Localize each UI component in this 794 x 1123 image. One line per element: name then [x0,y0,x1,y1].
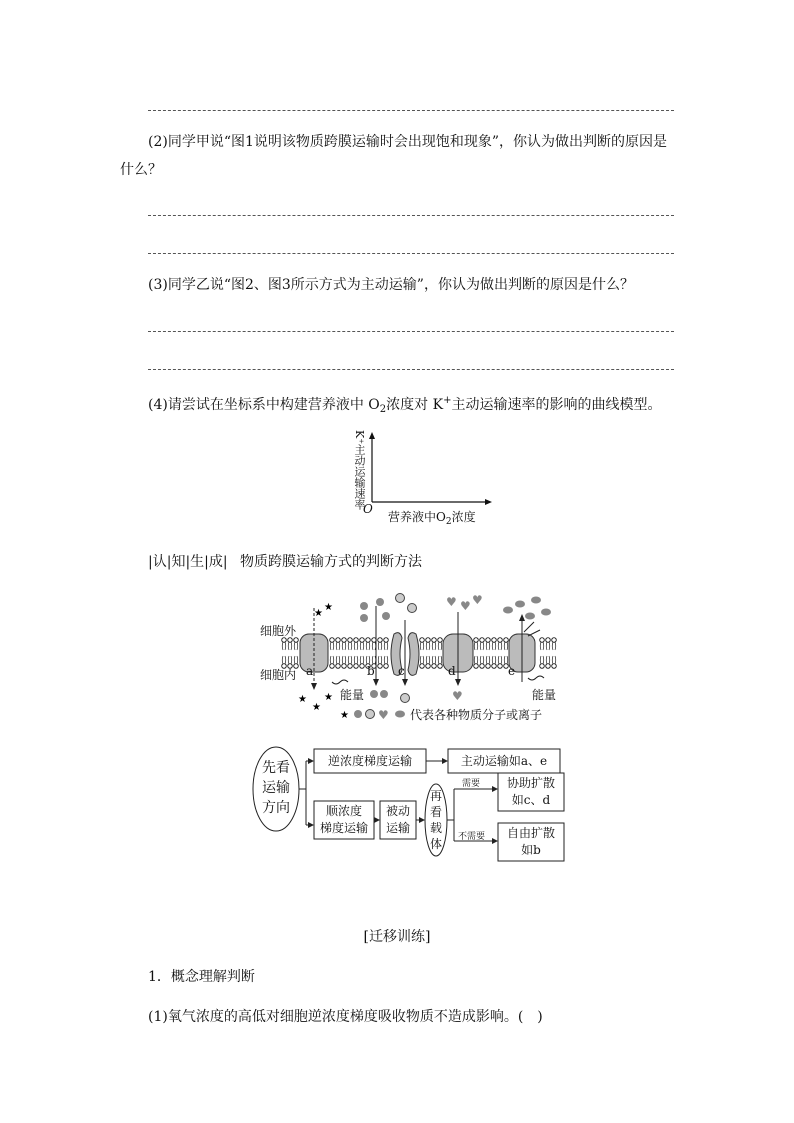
label-c: c [398,664,405,678]
lipid-head-top [342,638,347,650]
flow-start-2: 运输 [262,780,290,796]
flow-carrier-2: 看 [429,805,442,819]
training-title: [迁移训练] [363,929,431,945]
lipid-head-bottom [432,656,437,668]
flow-facilitated-1: 协助扩散 [506,776,555,790]
y-axis-arrow [369,432,375,439]
lipid-head-bottom [546,656,551,668]
lipid-head-top [492,638,497,650]
flow-along-1: 顺浓度 [325,804,362,818]
lipid-head-top [474,638,479,650]
lipid-head-top [366,638,371,650]
flow-no-need: 不需要 [458,832,486,842]
lipid-head-top [348,638,353,650]
lipid-head-top [540,638,545,650]
answer-line-2 [148,215,674,216]
flow-facilitated [498,775,564,809]
lipid-head-bottom [420,656,425,668]
lipid-head-top [294,638,299,650]
lipid-head-bottom [438,656,443,668]
lipid-head-top [552,638,557,650]
lipid-head-top [330,638,335,650]
svg-text:♥: ♥ [460,599,471,613]
lipid-head-top [480,638,485,650]
section-title: 物质跨膜运输方式的判断方法 [240,554,423,570]
lipid-head-bottom [360,656,365,668]
question-4-prefix: (4)请尝试在坐标系中构建营养液中 O [148,397,380,413]
svg-text:♥: ♥ [472,593,483,607]
lipid-head-top [438,638,443,650]
svg-text:★: ★ [312,702,321,713]
question-4-o2-subscript: 2 [379,404,387,415]
flow-along [314,803,374,837]
question-4 [120,387,676,424]
flow-carrier-3: 载 [429,821,442,835]
flow-passive-2: 运输 [385,821,410,835]
section-tag-char-4: 成 [208,554,223,570]
lipid-head-bottom [354,656,359,668]
lipid-head-bottom [552,656,557,668]
flow-carrier-1: 再 [429,789,442,803]
legend-text: 代表各种物质分子或离子 [410,708,543,722]
question-4-superscript: + [443,395,452,406]
y-axis-label: K⁺主动运输速率 [353,430,366,511]
x-axis-label [388,508,476,527]
x-axis-label-prefix: 营养液中O [388,510,446,524]
lipid-head-bottom [492,656,497,668]
flow-carrier-4: 体 [429,837,442,851]
flow-free-1: 自由扩散 [506,826,555,840]
training-item-1-1: (1)氧气浓度的高低对细胞逆浓度梯度吸收物质不造成影响。( ) [148,1009,543,1025]
flow-passive-1: 被动 [385,804,410,818]
lipid-head-top [336,638,341,650]
lipid-head-bottom [486,656,491,668]
training-item-1: 1．概念理解判断 [148,969,255,985]
flow-against: 逆浓度梯度运输 [327,754,412,768]
section-tag: |认|知|生|成| [148,554,228,570]
lipid-head-top [432,638,437,650]
flow-facilitated-2: 如c、d [511,793,551,807]
label-d: d [448,664,456,678]
svg-text:★: ★ [340,710,349,721]
svg-text:★: ★ [324,692,333,703]
label-e: e [508,664,516,678]
lipid-head-bottom [348,656,353,668]
lipid-head-bottom [336,656,341,668]
lipid-head-top [282,638,287,650]
question-2-text-1: (2)同学甲说“图1说明该物质跨膜运输时会出现饱和现象”，你认为做出判断的原因是 [148,134,668,150]
svg-text:★: ★ [298,694,307,705]
x-axis-label-suffix: 浓度 [451,510,476,524]
svg-text:♥: ♥ [378,708,389,722]
lipid-head-bottom [426,656,431,668]
lipid-head-top [360,638,365,650]
answer-line-4 [148,331,674,332]
svg-text:♥: ♥ [452,689,463,703]
x-axis-label-subscript: 2 [445,517,452,527]
lipid-head-top [384,638,389,650]
lipid-head-top [288,638,293,650]
flow-start-3: 方向 [262,800,290,816]
lipid-head-bottom [330,656,335,668]
lipid-head-top [504,638,509,650]
label-a: a [306,664,314,678]
flow-start [256,758,296,818]
question-3: (3)同学乙说“图2、图3所示方式为主动运输”，你认为做出判断的原因是什么？ [148,277,634,293]
lipid-head-top [546,638,551,650]
answer-line-5 [148,369,674,370]
lipid-head-top [354,638,359,650]
label-inside: 细胞内 [260,668,297,682]
origin-label: O [363,502,373,516]
lipid-head-bottom [474,656,479,668]
flow-free-2: 如b [521,843,541,857]
svg-text:★: ★ [314,608,323,619]
svg-text:★: ★ [324,602,333,613]
svg-text:♥: ♥ [446,595,457,609]
lipid-head-bottom [342,656,347,668]
lipid-head-bottom [378,656,383,668]
label-b: b [367,664,375,678]
question-2 [120,128,676,156]
flow-along-2: 梯度运输 [319,821,368,835]
label-outside: 细胞外 [260,624,297,638]
flow-active: 主动运输如a、e [460,754,548,768]
section-heading [148,552,422,572]
lipid-head-top [420,638,425,650]
flow-start-1: 先看 [262,760,290,776]
lipid-head-bottom [540,656,545,668]
section-tag-char-2: 知 [171,554,186,570]
section-tag-char-3: 生 [190,554,205,570]
answer-line-3 [148,253,674,254]
lipid-head-top [426,638,431,650]
lipid-head-top [378,638,383,650]
lipid-head-top [498,638,503,650]
lipid-head-top [486,638,491,650]
flow-passive [380,803,416,837]
lipid-head-bottom [384,656,389,668]
question-4-mid: 浓度对 K [386,397,444,413]
lipid-head-bottom [498,656,503,668]
question-4-suffix: 主动运输速率的影响的曲线模型。 [451,397,662,413]
flow-free [498,825,564,859]
answer-line-1 [148,110,674,111]
label-energy-right: 能量 [532,688,557,702]
label-energy-left: 能量 [340,688,365,702]
section-tag-char-1: 认 [152,554,167,570]
lipid-head-bottom [480,656,485,668]
flow-need: 需要 [462,779,481,789]
channel-protein-c-right [408,633,419,676]
question-2-text-2: 什么？ [120,162,162,178]
x-axis-arrow [485,499,492,505]
flow-carrier [428,788,444,852]
